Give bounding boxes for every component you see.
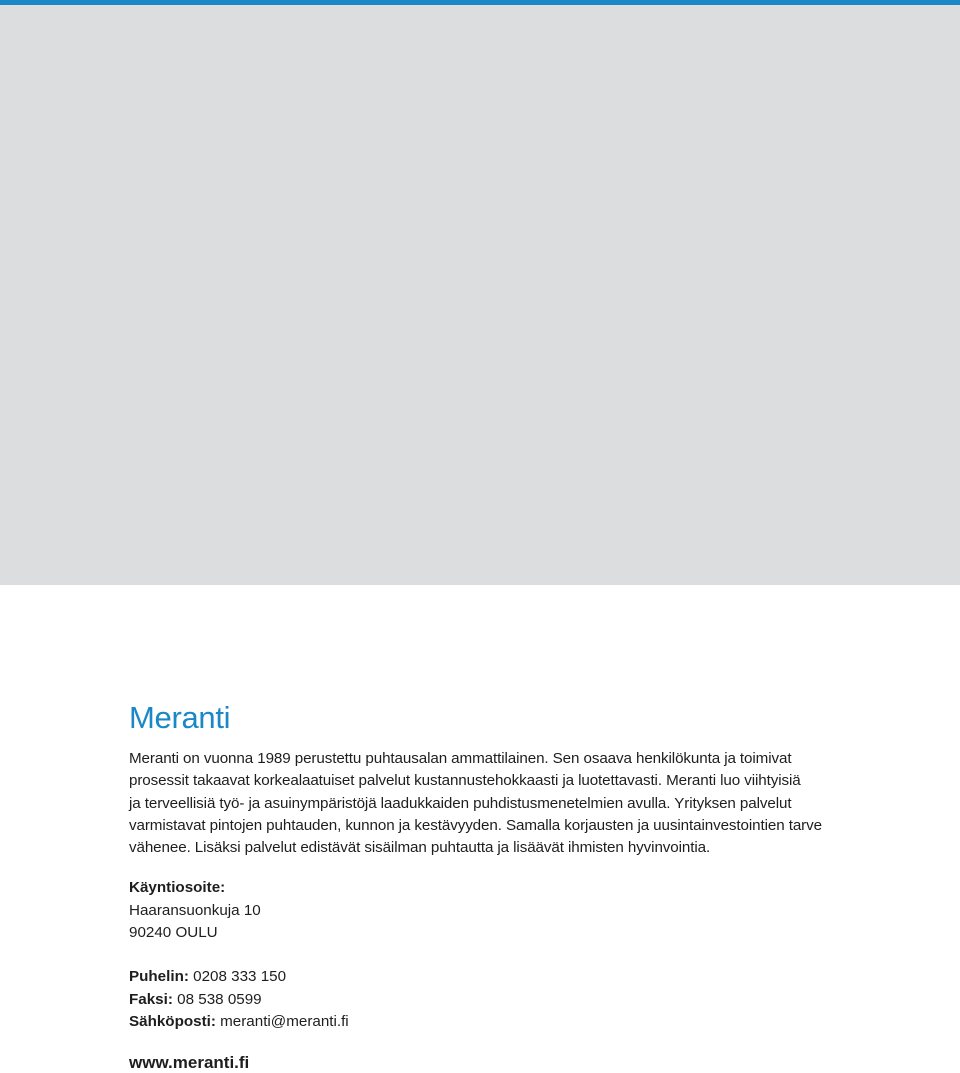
fax-number: 08 538 0599 (177, 990, 262, 1008)
fax-row (129, 989, 829, 1011)
description-line: prosessit takaavat korkealaatuiset palvelut kustannustehokkaasti ja luotettavasti. Meranti luo viihtyisiä (129, 772, 801, 790)
email-address[interactable]: meranti@meranti.fi (220, 1012, 349, 1030)
hero-image-placeholder (0, 5, 960, 585)
fax-label: Faksi: (129, 990, 173, 1008)
company-info (129, 698, 829, 1073)
contact-details (129, 966, 829, 1033)
address-street: Haaransuonkuja 10 (129, 901, 261, 919)
company-description (129, 748, 829, 859)
phone-label: Puhelin: (129, 968, 189, 986)
address-label: Käyntiosoite: (129, 879, 226, 897)
visiting-address (129, 877, 829, 944)
description-line: vähenee. Lisäksi palvelut edistävät sisäilman puhtautta ja lisäävät ihmisten hyvinvointia. (129, 839, 711, 857)
address-city: 90240 OULU (129, 924, 218, 942)
description-line: Meranti on vuonna 1989 perustettu puhtausalan ammattilainen. Sen osaava henkilökunta ja toimivat (129, 750, 792, 767)
email-label: Sähköposti: (129, 1012, 216, 1030)
phone-row (129, 966, 829, 988)
company-title: Meranti (129, 700, 231, 735)
description-line: varmistavat pintojen puhtauden, kunnon ja kestävyyden. Samalla korjausten ja uusintainvestointien tarve (129, 816, 822, 834)
description-line: ja terveellisiä työ- ja asuinympäristöjä laadukkaiden puhdistusmenetelmien avulla. Yrityksen palvelut (129, 794, 792, 812)
email-row (129, 1011, 829, 1033)
website-link[interactable]: www.meranti.fi (129, 1053, 250, 1073)
phone-number: 0208 333 150 (193, 968, 287, 986)
